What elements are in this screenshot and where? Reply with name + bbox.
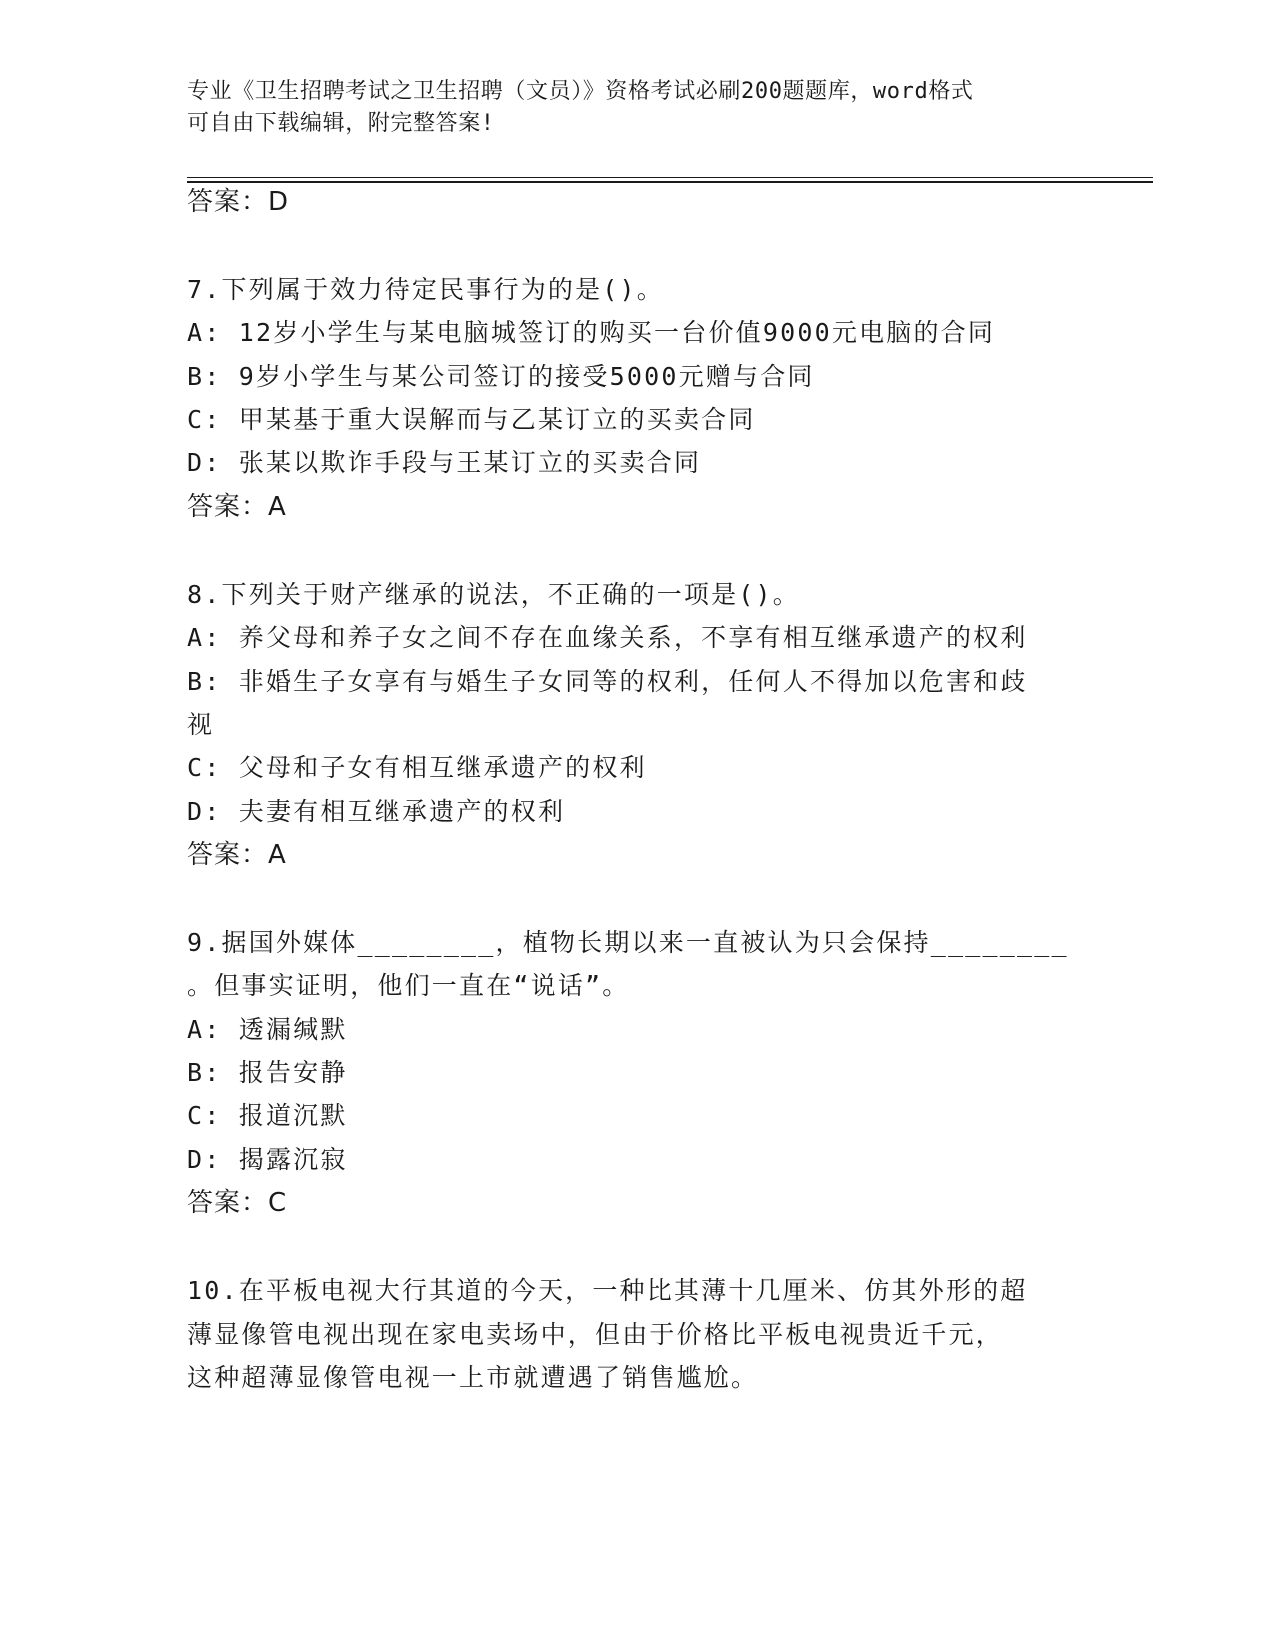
answer-previous: 答案：D [187,187,290,217]
header-line-1: 专业《卫生招聘考试之卫生招聘（文员）》资格考试必刷200题题库，word格式 [187,79,974,104]
question-9-option-c: C: 报道沉默 [187,1101,348,1130]
question-8-option-b-line-1: B: 非婚生子女享有与婚生子女同等的权利，任何人不得加以危害和歧 [187,667,1028,696]
header-rule-thin [187,177,1153,178]
question-10-stem-line-3: 这种超薄显像管电视一上市就遭遇了销售尴尬。 [187,1363,759,1392]
question-8-option-c: C: 父母和子女有相互继承遗产的权利 [187,753,647,782]
question-8-option-d: D: 夫妻有相互继承遗产的权利 [187,797,566,826]
question-9-answer: 答案：C [187,1188,288,1218]
question-9-option-d: D: 揭露沉寂 [187,1145,348,1174]
question-8-option-a: A: 养父母和养子女之间不存在血缘关系，不享有相互继承遗产的权利 [187,623,1028,652]
question-9-stem-line-2: 。但事实证明，他们一直在“说话”。 [187,971,630,1000]
question-7-option-c: C: 甲某基于重大误解而与乙某订立的买卖合同 [187,405,756,434]
question-9-option-a: A: 透漏缄默 [187,1015,348,1044]
question-10-stem-line-2: 薄显像管电视出现在家电卖场中，但由于价格比平板电视贵近千元， [187,1320,1004,1349]
question-9-stem-line-1: 9.据国外媒体________，植物长期以来一直被认为只会保持________ [187,928,1069,957]
question-7-option-a: A: 12岁小学生与某电脑城签订的购买一台价值9000元电脑的合同 [187,318,996,347]
question-8-answer: 答案：A [187,840,287,870]
question-8-option-b-line-2: 视 [187,710,215,739]
question-9-option-b: B: 报告安静 [187,1058,348,1087]
question-7-answer: 答案：A [187,492,287,522]
header-rule-thick [187,181,1153,183]
question-8-stem: 8.下列关于财产继承的说法，不正确的一项是()。 [187,580,801,609]
question-7-option-d: D: 张某以欺诈手段与王某订立的买卖合同 [187,448,702,477]
question-7-stem: 7.下列属于效力待定民事行为的是()。 [187,275,665,304]
document-header [187,76,1067,140]
question-7-option-b: B: 9岁小学生与某公司签订的接受5000元赠与合同 [187,362,815,391]
question-10-stem-line-1: 10.在平板电视大行其道的今天，一种比其薄十几厘米、仿其外形的超 [187,1276,1028,1305]
header-line-2: 可自由下载编辑，附完整答案! [187,111,495,136]
